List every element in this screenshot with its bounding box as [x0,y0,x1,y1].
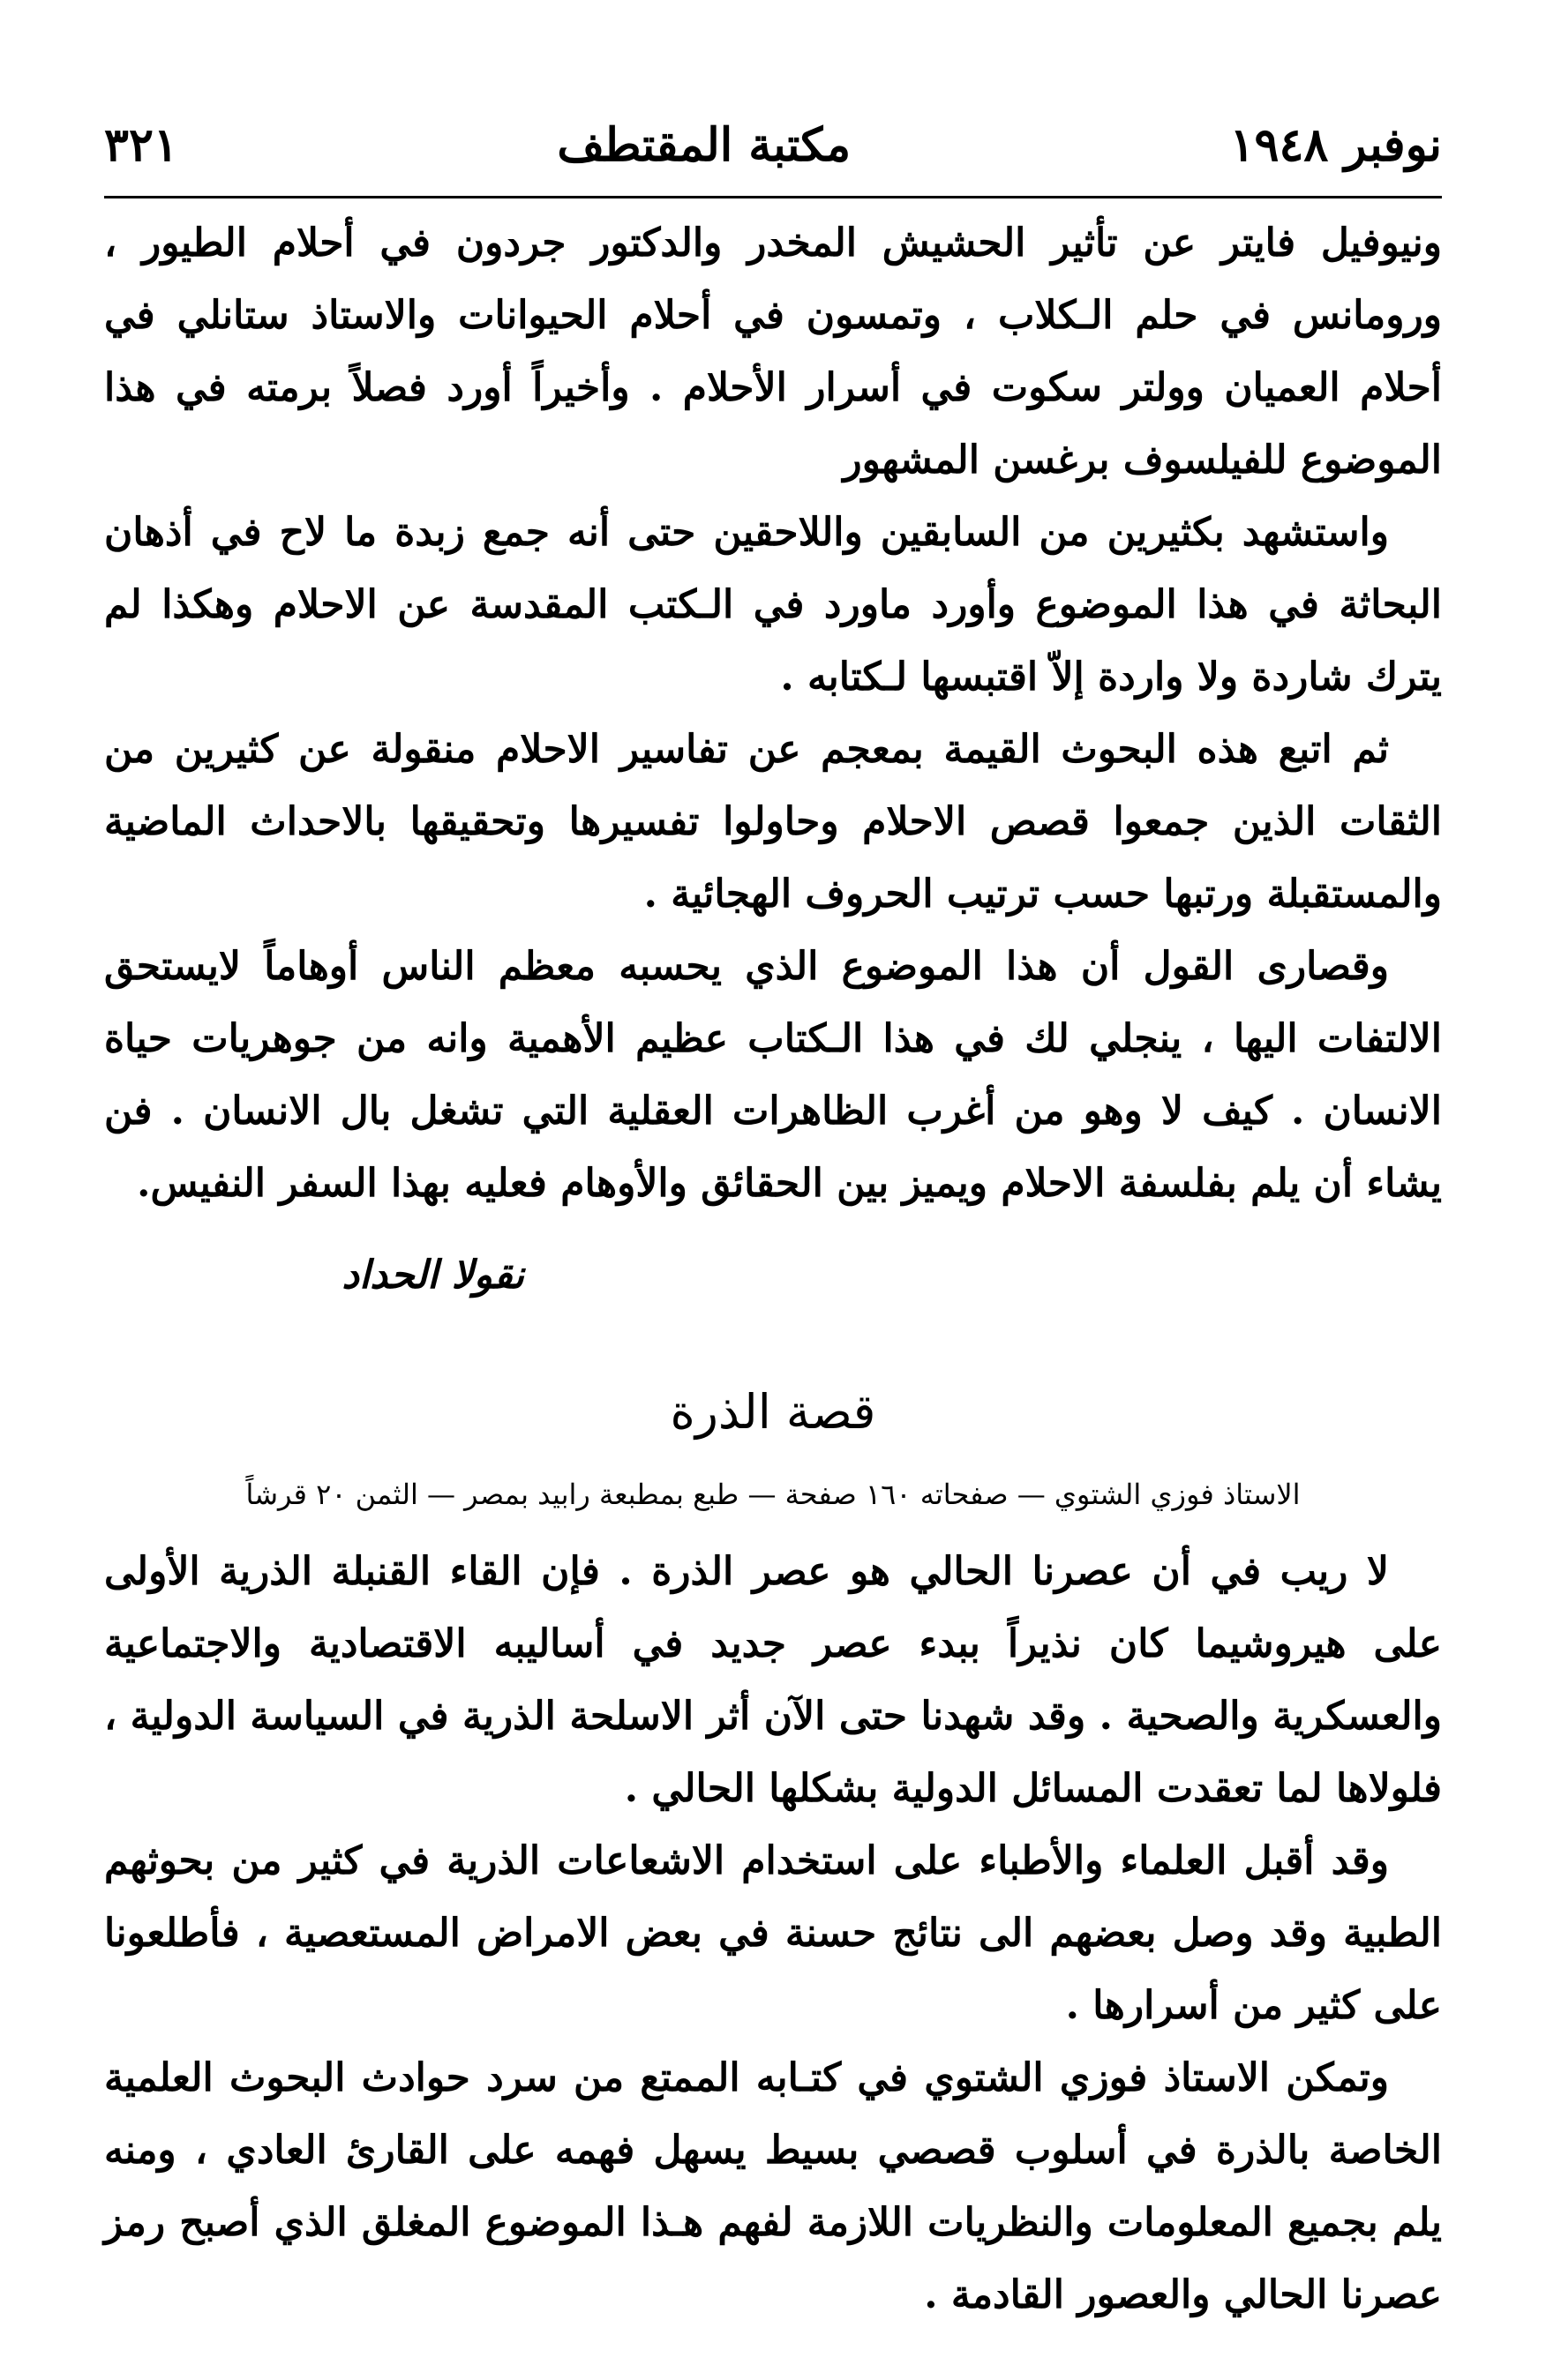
paragraph: ونيوفيل فايتر عن تأثير الحشيش المخدر والدكتور جردون في أحلام الطيور ، ورومانس في حلم الـكلاب ، وتمسون في أحلام الحيوانات والاستاذ ستانلي في أحلام العميان وولتر سكوت في أسرار الأحلام . وأخيراً أورد فصلاً برمته في هذا الموضوع للفيلسوف برغسن المشهور [104,221,1442,483]
header-rule [104,196,1442,198]
review-title: قصة الذرة [670,1384,876,1440]
paragraph: واستشهد بكثيرين من السابقين واللاحقين حتى أنه جمع زبدة ما لاح في أذهان البحاثة في هذا الموضوع وأورد ماورد في الـكتب المقدسة عن الاحلام وهكذا لم يترك شاردة ولا واردة إلاّ اقتبسها لـكتابه . [104,510,1442,700]
review-atom-body [104,1536,1442,2331]
paragraph: وتمكن الاستاذ فوزي الشتوي في كتـابه الممتع من سرد حوادث البحوث العلمية الخاصة بالذرة في أسلوب قصصي بسيط يسهل فهمه على القارئ العادي ، ومنه يلم بجميع المعلومات والنظريات اللازمة لفهم هـذا الموضوع المغلق الذي أصبح رمز عصرنا الحالي والعصور القادمة . [104,2055,1442,2317]
running-header [104,106,1442,185]
review-dreams-body [104,207,1442,1220]
reviewer-signature: نقولا الحداد [341,1253,524,1298]
issue-date: نوفبر ١٩٤٨ [1229,118,1442,172]
publication-info: الاستاذ فوزي الشتوي — صفحاته ١٦٠ صفحة — طبع بمطبعة رابيد بمصر — الثمن ٢٠ قرشاً [245,1478,1301,1511]
section-title: مكتبة المقتطف [557,118,852,172]
paragraph: وقد أقبل العلماء والأطباء على استخدام الاشعاعات الذرية في كثير من بحوثهم الطبية وقد وصل بعضهم الى نتائج حسنة في بعض الامراض المستعصية ، فأطلعونا على كثير من أسرارها . [104,1838,1442,2028]
paragraph: ثم اتبع هذه البحوث القيمة بمعجم عن تفاسير الاحلام منقولة عن كثيرين من الثقات الذين جمعوا قصص الاحلام وحاولوا تفسيرها وتحقيقها بالاحداث الماضية والمستقبلة ورتبها حسب ترتيب الحروف الهجائية . [104,727,1442,917]
paragraph: وقصارى القول أن هذا الموضوع الذي يحسبه معظم الناس أوهاماً لايستحق الالتفات اليها ، ينجلي لك في هذا الـكتاب عظيم الأهمية وانه من جوهريات حياة الانسان . كيف لا وهو من أغرب الظاهرات العقلية التي تشغل بال الانسان . فن يشاء أن يلم بفلسفة الاحلام ويميز بين الحقائق والأوهام فعليه بهذا السفر النفيس. [104,944,1443,1206]
paragraph: لا ريب في أن عصرنا الحالي هو عصر الذرة . فإن القاء القنبلة الذرية الأولى على هيروشيما كان نذيراً ببدء عصر جديد في أساليبه الاقتصادية والاجتماعية والعسكرية والصحية . وقد شهدنا حتى الآن أثر الاسلحة الذرية في السياسة الدولية ، فلولاها لما تعقدت المسائل الدولية بشكلها الحالي . [104,1549,1442,1811]
page-number: ٣٢١ [104,118,178,172]
